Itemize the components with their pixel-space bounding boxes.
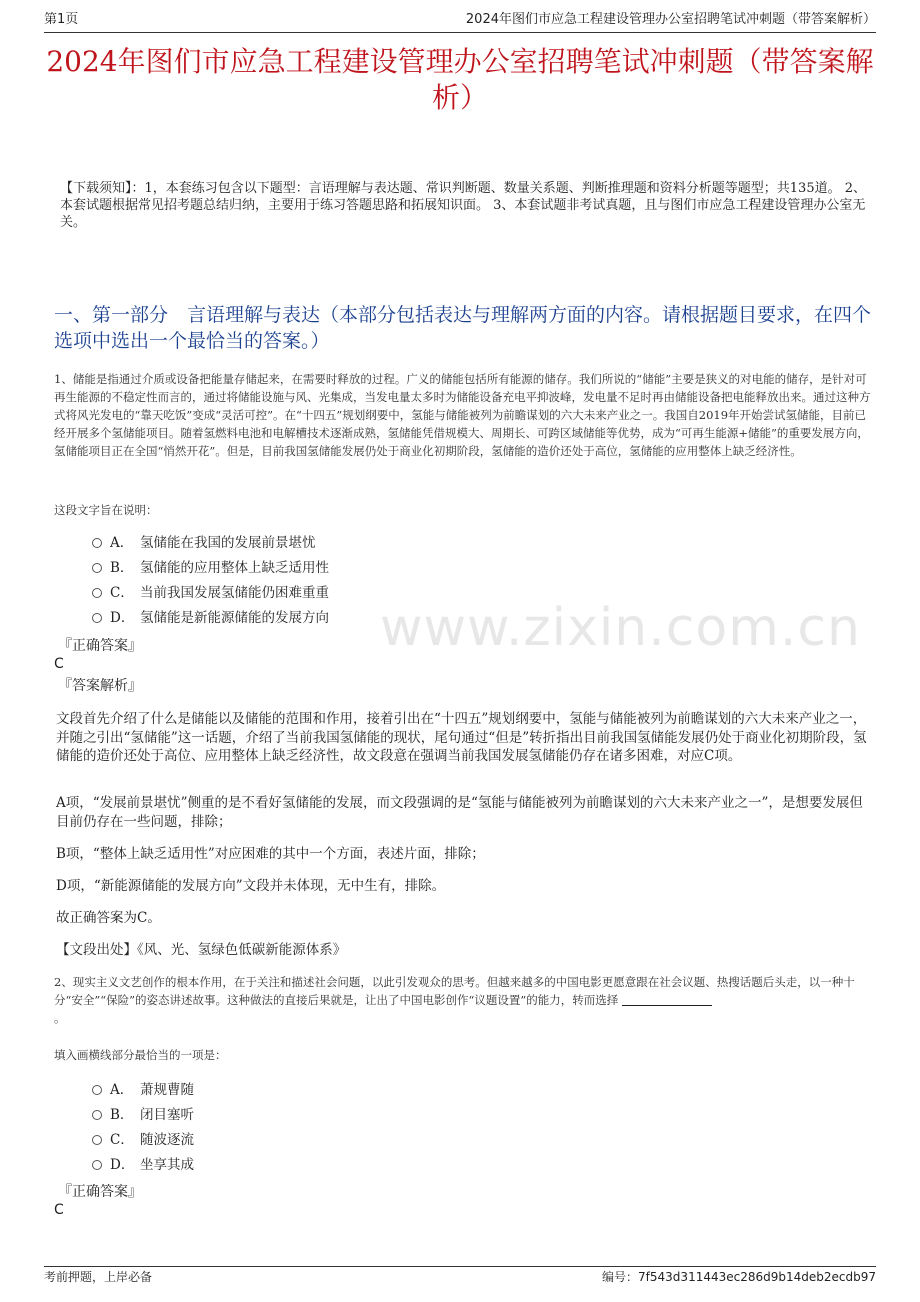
page-number: 第1页	[44, 12, 79, 27]
question-2-options	[92, 1078, 194, 1178]
answer-value: C	[54, 656, 64, 672]
answer-label: 『正确答案』	[58, 1184, 142, 1200]
radio-icon[interactable]	[92, 563, 102, 573]
radio-icon[interactable]	[92, 1085, 102, 1095]
section-heading: 一、第一部分 言语理解与表达（本部分包括表达与理解两方面的内容。请根据题目要求，在四个选项中选出一个最恰当的答案。）	[54, 304, 872, 352]
answer-value: C	[54, 1202, 64, 1218]
question-2-prompt: 填入画横线部分最恰当的一项是：	[54, 1048, 227, 1062]
radio-icon[interactable]	[92, 1160, 102, 1170]
option-a[interactable]: A． 萧规曹随	[92, 1078, 194, 1103]
option-b[interactable]: B． 氢储能的应用整体上缺乏适用性	[92, 556, 329, 581]
download-notice: 【下载须知】：1，本套练习包含以下题型：言语理解与表达题、常识判断题、数量关系题、判断推理题和资料分析题等题型；共135道。 2、本套试题根据常见招考题总结归纳，主要用于练习答题思路和拓展知识面。 3、本套试题非考试真题，且与图们市应急工程建设管理办公室无关。	[60, 181, 866, 230]
analysis-paragraph: 故正确答案为C。	[56, 910, 161, 926]
option-a[interactable]: A． 氢储能在我国的发展前景堪忧	[92, 531, 329, 556]
question-1-options	[92, 531, 329, 631]
radio-icon[interactable]	[92, 538, 102, 548]
page-header	[44, 10, 876, 33]
question-1-stem: 1、储能是指通过介质或设备把能量存储起来，在需要时释放的过程。广义的储能包括所有能源的储存。我们所说的“储能”主要是狭义的对电能的储存，是针对可再生能源的不稳定性而言的，通过将储能设施与风、光集成，当发电量太多时为储能设备充电平抑波峰，发电量不足时再由储能设备把电能释放出来。通过这种方式将风光发电的“靠天吃饭”变成“灵活可控”。在“十四五”规划纲要中，氢能与储能被列为前瞻谋划的六大未来产业之一。我国自2019年开始尝试氢储能，目前已经开展多个氢储能项目。随着氢燃料电池和电解槽技术逐渐成熟，氢储能凭借规模大、周期长、可跨区域储能等优势，成为“可再生能源+储能”的重要发展方向，氢储能项目正在全国“悄然开花”。但是，目前我国氢储能发展仍处于商业化初期阶段，氢储能的造价还处于高位，氢储能的应用整体上缺乏经济性。	[54, 372, 871, 458]
radio-icon[interactable]	[92, 588, 102, 598]
header-doc-title: 2024年图们市应急工程建设管理办公室招聘笔试冲刺题（带答案解析）	[465, 12, 876, 27]
analysis-paragraph: D项，“新能源储能的发展方向”文段并未体现，无中生有，排除。	[56, 878, 446, 894]
option-d[interactable]: D． 坐享其成	[92, 1153, 194, 1178]
option-c[interactable]: C． 随波逐流	[92, 1128, 194, 1153]
option-d[interactable]: D． 氢储能是新能源储能的发展方向	[92, 606, 329, 631]
fill-blank	[622, 993, 712, 1006]
footer-doc-id: 编号：7f543d311443ec286d9b14deb2ecdb97	[602, 1270, 876, 1284]
source-citation: 【文段出处】《风、光、氢绿色低碳新能源体系》	[56, 942, 347, 958]
radio-icon[interactable]	[92, 1110, 102, 1120]
question-1-prompt: 这段文字旨在说明：	[54, 503, 158, 517]
option-b[interactable]: B． 闭目塞听	[92, 1103, 194, 1128]
page-footer	[44, 1266, 876, 1285]
analysis-paragraph: 文段首先介绍了什么是储能以及储能的范围和作用，接着引出在“十四五”规划纲要中，氢能与储能被列为前瞻谋划的六大未来产业之一，并随之引出“氢储能”这一话题，介绍了当前我国氢储能的现状，尾句通过“但是”转折指出目前我国氢储能发展仍处于商业化初期阶段，氢储能的造价还处于高位、应用整体上缺乏经济性，故文段意在强调当前我国发展氢储能仍存在诸多困难，对应C项。	[56, 711, 867, 764]
analysis-paragraph: B项，“整体上缺乏适用性”对应困难的其中一个方面，表述片面，排除；	[56, 846, 485, 862]
analysis-paragraph: A项，“发展前景堪忧”侧重的是不看好氢储能的发展，而文段强调的是“氢能与储能被列为前瞻谋划的六大未来产业之一”，是想要发展但目前仍存在一些问题，排除；	[56, 795, 863, 830]
document-title: 2024年图们市应急工程建设管理办公室招聘笔试冲刺题（带答案解析）	[46, 45, 874, 114]
question-2-stem: 2、现实主义文艺创作的根本作用，在于关注和描述社会问题，以此引发观众的思考。但越来越多的中国电影更愿意跟在社会议题、热搜话题后头走，以一种十分“安全”“保险”的姿态讲述故事。这种做法的直接后果就是，让出了中国电影创作“议题设置”的能力，转而选择 。	[54, 975, 855, 1025]
answer-label: 『正确答案』	[58, 638, 142, 654]
radio-icon[interactable]	[92, 1135, 102, 1145]
radio-icon[interactable]	[92, 613, 102, 623]
option-c[interactable]: C． 当前我国发展氢储能仍困难重重	[92, 581, 329, 606]
watermark: www.zixin.com.cn	[380, 598, 861, 658]
analysis-label: 『答案解析』	[58, 678, 142, 694]
footer-slogan: 考前押题，上岸必备	[44, 1270, 153, 1284]
